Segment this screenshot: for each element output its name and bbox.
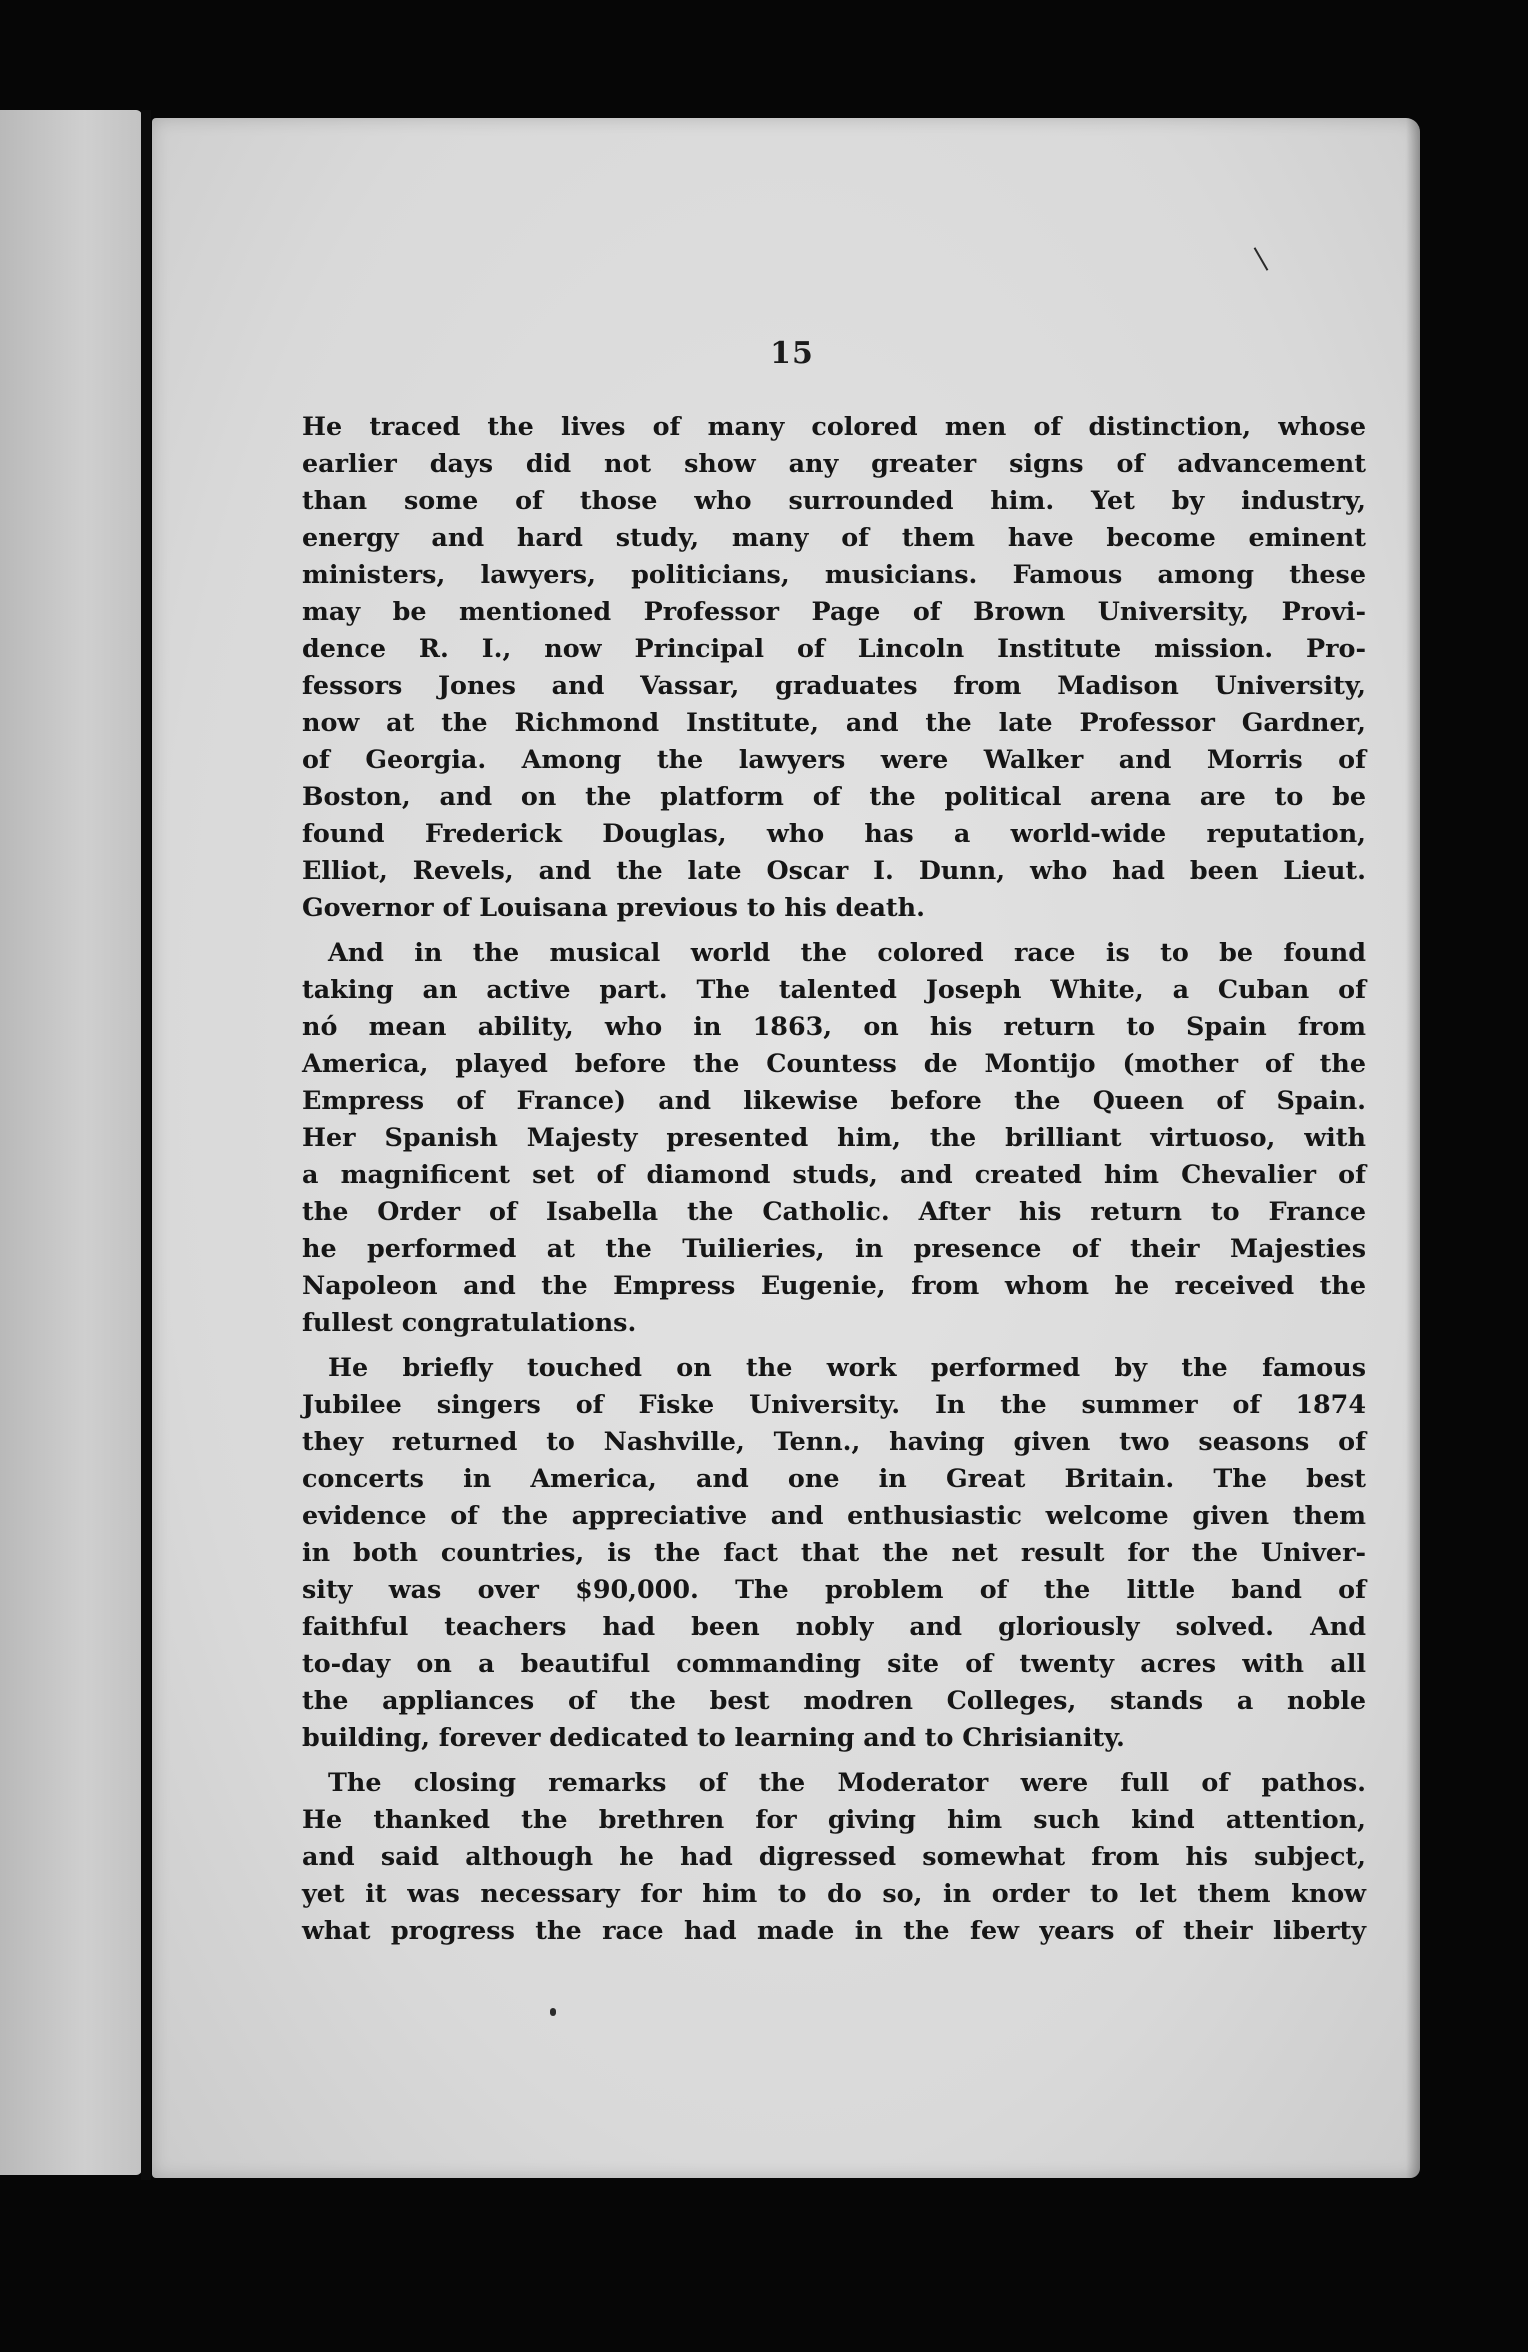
text-line: the appliances of the best modren Colleges, stands a noble bbox=[302, 1685, 1366, 1715]
ink-speck bbox=[550, 2008, 556, 2016]
text-line: he performed at the Tuilieries, in presence of their Majesties bbox=[302, 1233, 1366, 1263]
text-line: taking an active part. The talented Joseph White, a Cuban of bbox=[302, 974, 1366, 1004]
page-number: 15 bbox=[770, 336, 814, 371]
text-line: now at the Richmond Institute, and the late Professor Gardner, bbox=[302, 707, 1366, 737]
text-line: dence R. I., now Principal of Lincoln Institute mission. Pro- bbox=[302, 633, 1366, 663]
paragraph-1 bbox=[302, 408, 1366, 926]
text-line: The closing remarks of the Moderator were full of pathos. bbox=[328, 1767, 1366, 1797]
paragraph-2 bbox=[302, 934, 1366, 1341]
text-line: evidence of the appreciative and enthusiastic welcome given them bbox=[302, 1500, 1366, 1530]
paragraph-4 bbox=[302, 1764, 1366, 1949]
text-line: earlier days did not show any greater signs of advancement bbox=[302, 448, 1366, 478]
text-line: Napoleon and the Empress Eugenie, from whom he received the bbox=[302, 1270, 1366, 1300]
text-line: yet it was necessary for him to do so, in order to let them know bbox=[302, 1878, 1366, 1908]
text-line: Governor of Louisana previous to his death. bbox=[302, 892, 925, 922]
text-line: He traced the lives of many colored men of distinction, whose bbox=[302, 411, 1366, 441]
text-line: than some of those who surrounded him. Yet by industry, bbox=[302, 485, 1366, 515]
text-line: found Frederick Douglas, who has a world-wide reputation, bbox=[302, 818, 1366, 848]
text-line: a magnificent set of diamond studs, and created him Chevalier of bbox=[302, 1159, 1366, 1189]
text-line: they returned to Nashville, Tenn., having given two seasons of bbox=[302, 1426, 1366, 1456]
text-line: the Order of Isabella the Catholic. After his return to France bbox=[302, 1196, 1366, 1226]
document-page bbox=[152, 118, 1420, 2178]
paragraph-3 bbox=[302, 1349, 1366, 1756]
text-line: of Georgia. Among the lawyers were Walker and Morris of bbox=[302, 744, 1366, 774]
text-line: fessors Jones and Vassar, graduates from Madison University, bbox=[302, 670, 1366, 700]
text-line: to-day on a beautiful commanding site of twenty acres with all bbox=[302, 1648, 1366, 1678]
page-shadow-edge bbox=[1406, 118, 1420, 2178]
text-line: America, played before the Countess de Montijo (mother of the bbox=[302, 1048, 1366, 1078]
text-line: He briefly touched on the work performed by the famous bbox=[328, 1352, 1366, 1382]
text-line: building, forever dedicated to learning and to Chrisianity. bbox=[302, 1722, 1125, 1752]
text-line: what progress the race had made in the few years of their liberty bbox=[302, 1915, 1366, 1945]
text-line: energy and hard study, many of them have become eminent bbox=[302, 522, 1366, 552]
text-line: Jubilee singers of Fiske University. In the summer of 1874 bbox=[302, 1389, 1366, 1419]
text-line: ministers, lawyers, politicians, musicians. Famous among these bbox=[302, 559, 1366, 589]
text-line: Empress of France) and likewise before the Queen of Spain. bbox=[302, 1085, 1366, 1115]
text-line: in both countries, is the fact that the net result for the Univer- bbox=[302, 1537, 1366, 1567]
book-spine bbox=[141, 110, 151, 2180]
text-line: He thanked the brethren for giving him such kind attention, bbox=[302, 1804, 1366, 1834]
text-line: may be mentioned Professor Page of Brown University, Provi- bbox=[302, 596, 1366, 626]
text-line: fullest congratulations. bbox=[302, 1307, 637, 1337]
text-line: And in the musical world the colored race is to be found bbox=[328, 937, 1366, 967]
ink-speck bbox=[1254, 247, 1269, 271]
previous-page-edge bbox=[0, 110, 142, 2175]
text-line: Elliot, Revels, and the late Oscar I. Dunn, who had been Lieut. bbox=[302, 855, 1366, 885]
text-line: Her Spanish Majesty presented him, the brilliant virtuoso, with bbox=[302, 1122, 1366, 1152]
text-line: and said although he had digressed somewhat from his subject, bbox=[302, 1841, 1366, 1871]
text-line: concerts in America, and one in Great Britain. The best bbox=[302, 1463, 1366, 1493]
text-line: faithful teachers had been nobly and gloriously solved. And bbox=[302, 1611, 1366, 1641]
text-line: nó mean ability, who in 1863, on his return to Spain from bbox=[302, 1011, 1366, 1041]
text-line: sity was over $90,000. The problem of the little band of bbox=[302, 1574, 1366, 1604]
body-text bbox=[302, 408, 1366, 1949]
text-line: Boston, and on the platform of the political arena are to be bbox=[302, 781, 1366, 811]
